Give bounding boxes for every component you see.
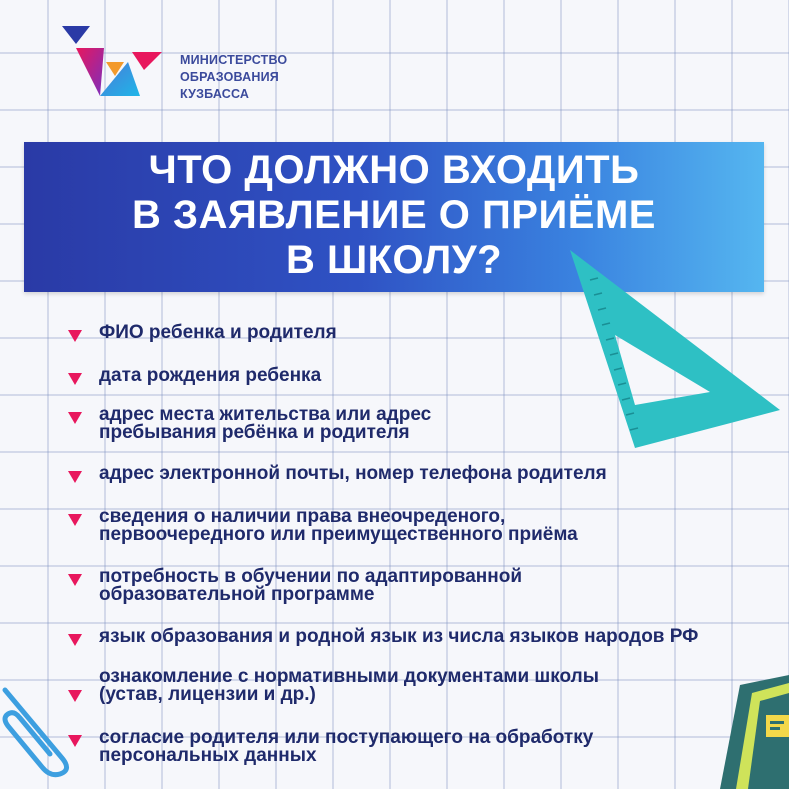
bullet-triangle-icon (68, 574, 82, 586)
ministry-logo-icon (60, 22, 170, 102)
title-line-2: В ЗАЯВЛЕНИЕ О ПРИЁМЕ (132, 193, 656, 237)
item-text-line1: ознакомление с нормативными документами школы (99, 666, 599, 687)
item-text-line2: (устав, лицензии и др.) (99, 684, 316, 705)
item-text-line1: язык образования и родной язык из числа языков народов РФ (99, 626, 699, 647)
item-text-line1: согласие родителя или поступающего на обработку (99, 727, 594, 748)
title-line-1: ЧТО ДОЛЖНО ВХОДИТЬ (148, 148, 640, 192)
bullet-triangle-icon (68, 514, 82, 526)
bullet-triangle-icon (68, 373, 82, 385)
ministry-line-3: КУЗБАССА (180, 87, 250, 101)
item-text-line1: адрес электронной почты, номер телефона родителя (99, 463, 607, 484)
item-text-line2: образовательной программе (99, 584, 375, 605)
item-text-line1: потребность в обучении по адаптированной (99, 566, 523, 587)
bullet-triangle-icon (68, 690, 82, 702)
page-title (24, 148, 764, 283)
title-line-3: В ШКОЛУ? (285, 238, 503, 282)
bullet-triangle-icon (68, 735, 82, 747)
ministry-line-1: МИНИСТЕРСТВО (180, 53, 288, 67)
item-text-line2: пребывания ребёнка и родителя (99, 422, 410, 443)
bullet-triangle-icon (68, 412, 82, 424)
item-text-line1: адрес места жительства или адрес (99, 404, 432, 425)
ministry-line-2: ОБРАЗОВАНИЯ (180, 70, 279, 84)
item-text-line2: персональных данных (99, 745, 317, 766)
item-text-line2: первоочередного или преимущественного приёма (99, 524, 578, 545)
bullet-triangle-icon (68, 330, 82, 342)
bullet-triangle-icon (68, 471, 82, 483)
item-text-line1: ФИО ребенка и родителя (99, 322, 337, 343)
item-text-line1: дата рождения ребенка (99, 365, 322, 386)
item-text-line1: сведения о наличии права внеочреденого, (99, 506, 506, 527)
bullet-triangle-icon (68, 634, 82, 646)
ministry-name (180, 52, 287, 103)
paper-clip-icon (0, 670, 90, 780)
